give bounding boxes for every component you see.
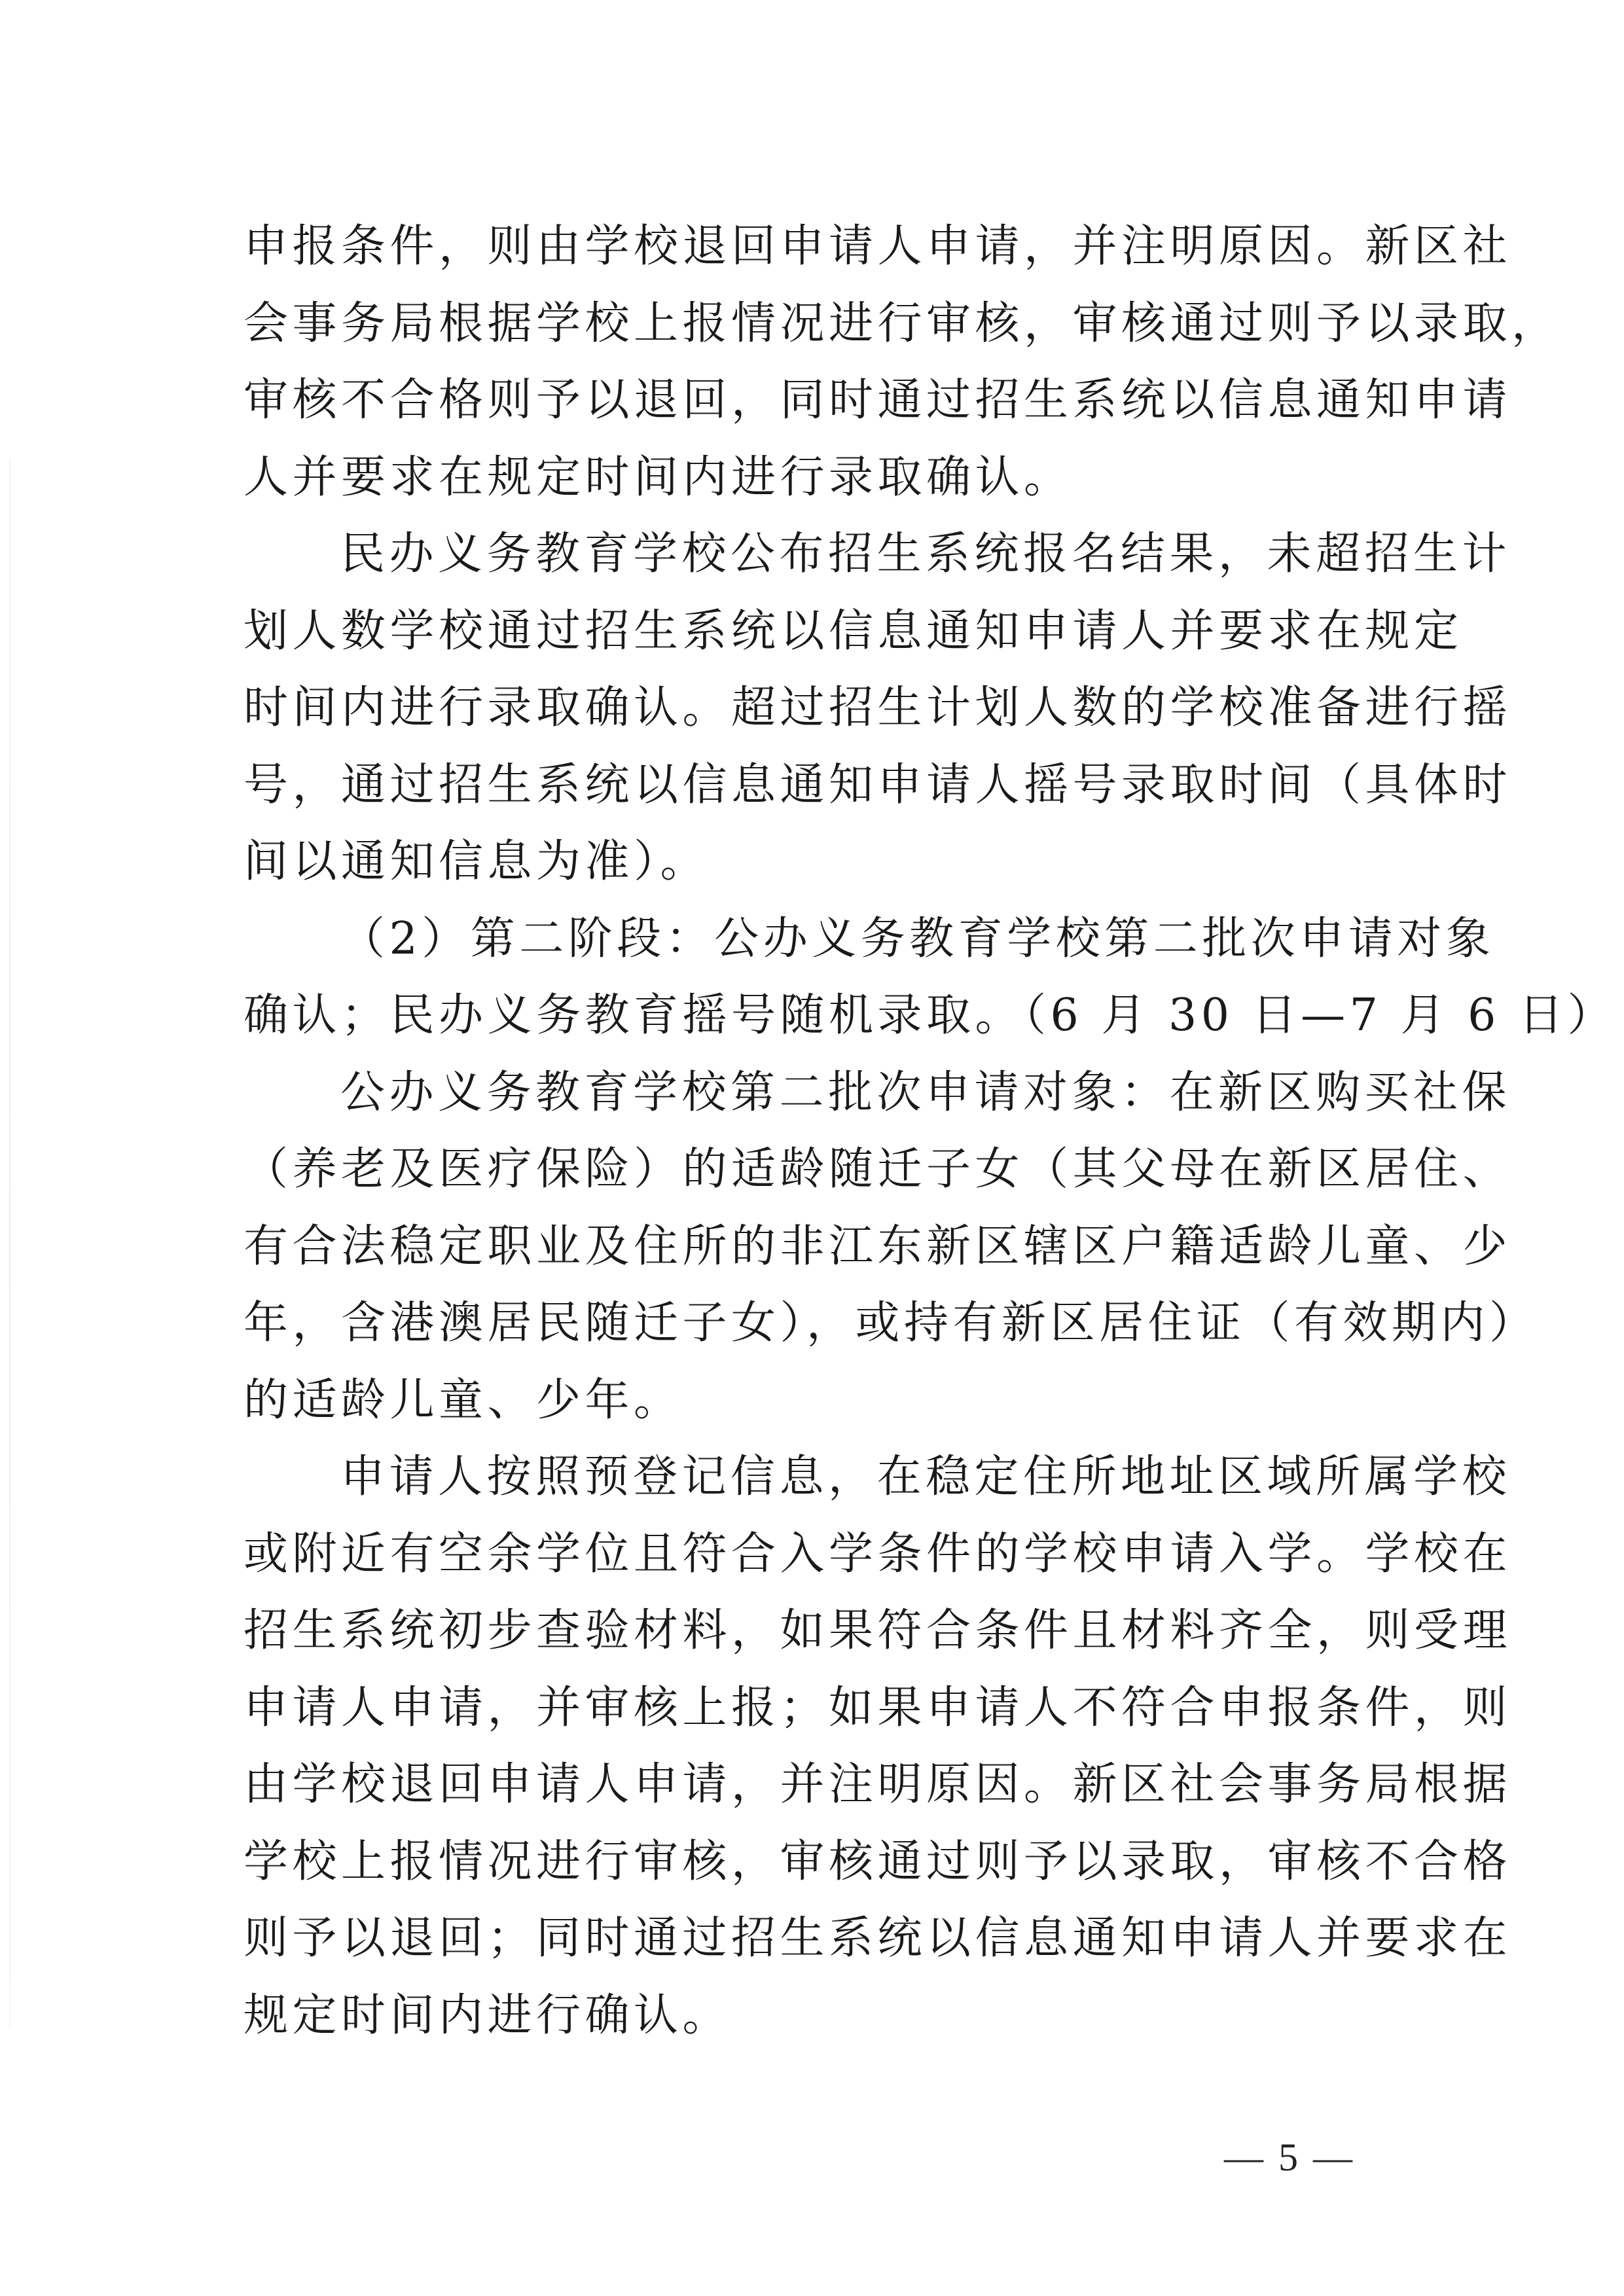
text-line: 申请人按照预登记信息，在稳定住所地址区域所属学校 <box>340 1451 1511 1503</box>
text-line: 由学校退回申请人申请，并注明原因。新区社会事务局根据 <box>244 1759 1512 1810</box>
text-line: 的适龄儿童、少年。 <box>244 1374 683 1426</box>
document-body <box>244 208 1617 2054</box>
text-line: 公办义务教育学校第二批次申请对象：在新区购买社保 <box>340 1066 1511 1119</box>
text-line: 会事务局根据学校上报情况进行审核，审核通过则予以录取， <box>244 297 1561 350</box>
text-line: 则予以退回；同时通过招生系统以信息通知申请人并要求在 <box>244 1912 1512 1964</box>
text-line: 有合法稳定职业及住所的非江东新区辖区户籍适龄儿童、少 <box>244 1220 1512 1272</box>
text-line: 人并要求在规定时间内进行录取确认。 <box>244 451 1073 503</box>
paragraph-3-stage-two-heading <box>244 901 1617 1054</box>
text-line: 申报条件，则由学校退回申请人申请，并注明原因。新区社 <box>244 221 1512 272</box>
paragraph-1 <box>244 208 1561 516</box>
text-line: 规定时间内进行确认。 <box>244 1989 732 2041</box>
paragraph-2 <box>244 516 1512 901</box>
text-line: 号，通过招生系统以信息通知申请人摇号录取时间（具体时 <box>244 759 1512 811</box>
text-line: 民办义务教育学校公布招生系统报名结果，未超招生计 <box>340 528 1511 580</box>
paragraph-5 <box>244 1439 1512 2054</box>
text-line: 确认；民办义务教育摇号随机录取。（6 月 30 日—7 月 6 日） <box>244 990 1617 1041</box>
text-line: 学校上报情况进行审核，审核通过则予以录取，审核不合格 <box>244 1835 1512 1888</box>
text-line: 或附近有空余学位且符合入学条件的学校申请入学。学校在 <box>244 1528 1512 1580</box>
text-line: 划人数学校通过招生系统以信息通知申请人并要求在规定 <box>244 605 1463 657</box>
text-line: （2）第二阶段：公办义务教育学校第二批次申请对象 <box>340 912 1495 965</box>
text-line: 时间内进行录取确认。超过招生计划人数的学校准备进行摇 <box>244 682 1512 734</box>
page-number: — 5 — <box>1224 2136 1355 2179</box>
text-line: 审核不合格则予以退回，同时通过招生系统以信息通知申请 <box>244 374 1512 426</box>
paragraph-4 <box>244 1054 1538 1439</box>
text-line: 申请人申请，并审核上报；如果申请人不符合申报条件，则 <box>244 1681 1512 1734</box>
text-line: 招生系统初步查验材料，如果符合条件且材料齐全，则受理 <box>244 1605 1512 1657</box>
text-line: （养老及医疗保险）的适龄随迁子女（其父母在新区居住、 <box>244 1143 1512 1195</box>
text-line: 年，含港澳居民随迁子女），或持有新区居住证（有效期内） <box>244 1297 1538 1349</box>
text-line: 间以通知信息为准）。 <box>244 836 710 888</box>
scan-edge-shadow <box>9 458 10 2029</box>
